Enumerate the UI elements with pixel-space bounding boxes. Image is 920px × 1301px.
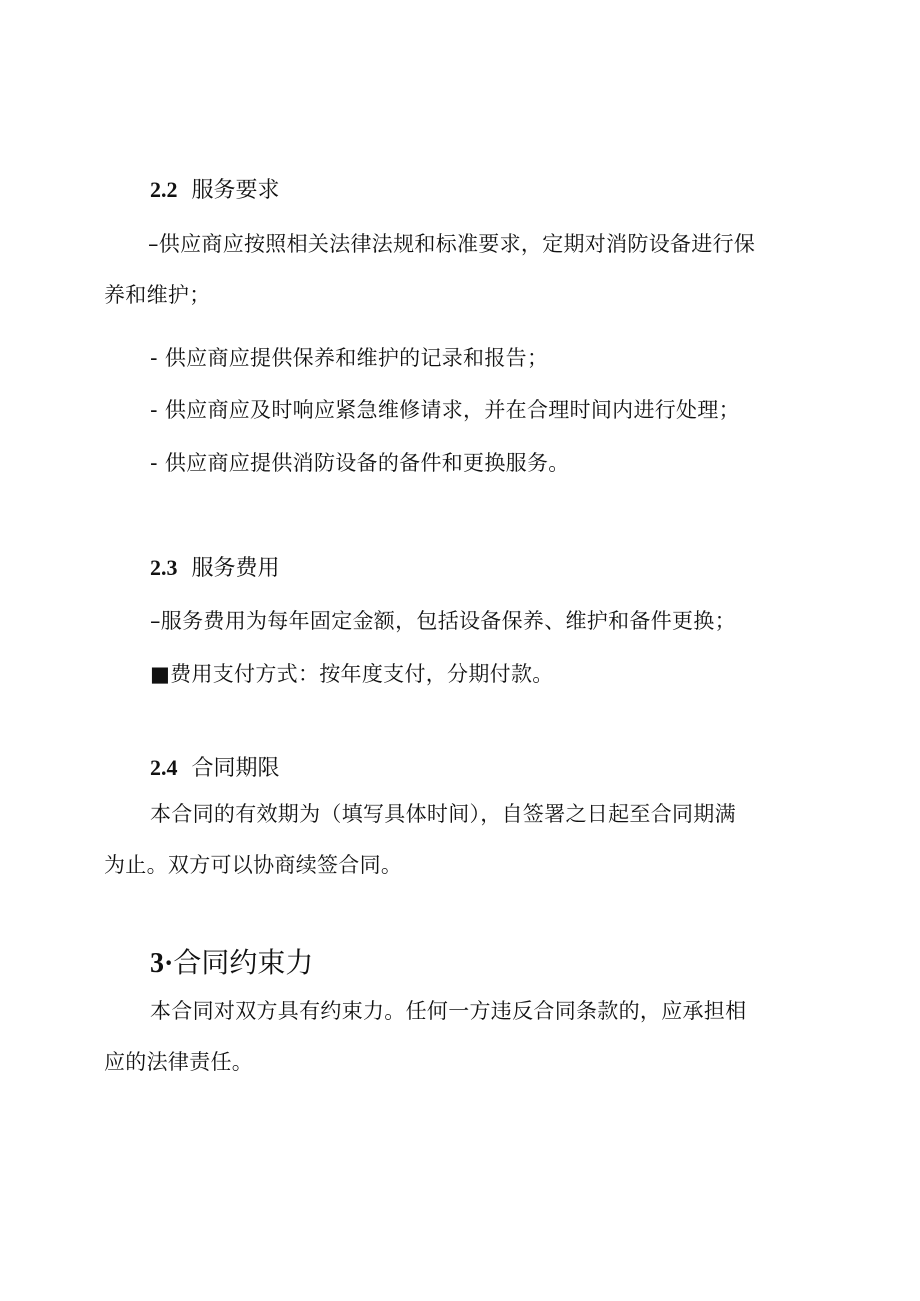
- section-title: 服务要求: [191, 178, 280, 203]
- section-heading-2-4: [150, 754, 280, 783]
- section-heading-3: [150, 946, 313, 981]
- list-item-text: - 供应商应提供消防设备的备件和更换服务。: [150, 451, 570, 475]
- paragraph-line: 为止。双方可以协商续签合同。: [104, 853, 403, 877]
- paragraph-line: 应的法律责任。: [104, 1050, 254, 1074]
- list-item-text: - 供应商应提供保养和维护的记录和报告；: [150, 346, 549, 370]
- section-title: 服务费用: [191, 556, 280, 581]
- section-number: 2.3: [150, 555, 178, 580]
- paragraph-line: –供应商应按照相关法律法规和标准要求，定期对消防设备进行保: [148, 232, 756, 256]
- section-number: 2.4: [150, 755, 178, 780]
- paragraph-line: 本合同对双方具有约束力。任何一方违反合同条款的，应承担相: [150, 999, 747, 1023]
- section-title: 合同期限: [191, 756, 280, 781]
- paragraph-line: 养和维护；: [104, 283, 211, 307]
- paragraph-line: 本合同的有效期为（填写具体时间），自签署之日起至合同期满: [150, 802, 736, 826]
- section-heading-2-3: [150, 554, 280, 583]
- section-number: 3·: [150, 948, 174, 979]
- section-title: 合同约束力: [173, 946, 314, 979]
- list-item: [150, 660, 554, 688]
- section-heading-2-2: [150, 176, 280, 205]
- list-item-text: ■费用支付方式：按年度支付，分期付款。: [150, 662, 554, 686]
- list-item: [150, 344, 548, 372]
- list-item: [150, 607, 736, 635]
- list-item: [150, 396, 740, 424]
- list-item-text: - 供应商应及时响应紧急维修请求，并在合理时间内进行处理；: [150, 398, 740, 422]
- section-number: 2.2: [150, 177, 178, 202]
- list-item-text: –服务费用为每年固定金额，包括设备保养、维护和备件更换；: [150, 609, 736, 633]
- list-item: [150, 449, 570, 477]
- paragraph-contract-term: [104, 800, 736, 879]
- paragraph-binding-force: [104, 997, 747, 1076]
- paragraph-service-requirements: [104, 230, 756, 309]
